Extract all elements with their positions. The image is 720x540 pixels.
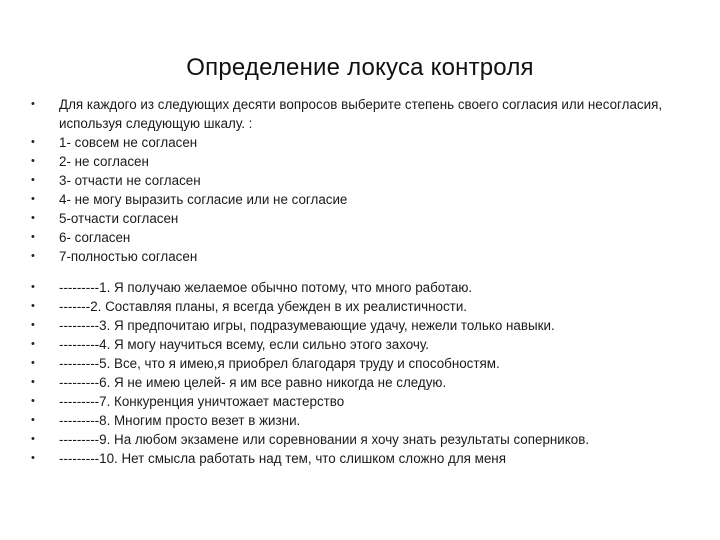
bullet-icon: • <box>31 433 35 445</box>
bullet-icon: • <box>31 98 35 110</box>
list-item <box>26 335 686 354</box>
bullet-icon: • <box>31 319 35 331</box>
intro-list <box>26 95 686 266</box>
scale-option-5: 5-отчасти согласен <box>59 211 179 226</box>
bullet-icon: • <box>31 395 35 407</box>
question-1: ---------1. Я получаю желаемое обычно потому, что много работаю. <box>59 280 473 295</box>
question-5: ---------5. Все, что я имею,я приобрел благодаря труду и способностям. <box>59 356 500 371</box>
question-8: ---------8. Многим просто везет в жизни. <box>59 413 301 428</box>
list-item <box>26 190 686 209</box>
bullet-icon: • <box>31 250 35 262</box>
list-item <box>26 152 686 171</box>
list-item <box>26 354 686 373</box>
bullet-icon: • <box>31 231 35 243</box>
question-3: ---------3. Я предпочитаю игры, подразумевающие удачу, нежели только навыки. <box>59 318 555 333</box>
scale-option-1: 1- совсем не согласен <box>59 135 198 150</box>
bullet-icon: • <box>31 338 35 350</box>
bullet-icon: • <box>31 174 35 186</box>
bullet-icon: • <box>31 376 35 388</box>
list-item <box>26 278 686 297</box>
list-item <box>26 297 686 316</box>
intro-instruction: Для каждого из следующих десяти вопросов выберите степень своего согласия или несогласия, используя следующую шкалу. : <box>59 97 663 131</box>
list-item <box>26 373 686 392</box>
bullet-icon: • <box>31 155 35 167</box>
question-9: ---------9. На любом экзамене или соревновании я хочу знать результаты соперников. <box>59 432 590 447</box>
bullet-icon: • <box>31 357 35 369</box>
bullet-icon: • <box>31 212 35 224</box>
question-7: ---------7. Конкуренция уничтожает мастерство <box>59 394 345 409</box>
list-item <box>26 430 686 449</box>
slide-title: Определение локуса контроля <box>186 54 534 81</box>
list-item <box>26 449 686 468</box>
list-item <box>26 228 686 247</box>
list-item <box>26 209 686 228</box>
list-item <box>26 95 686 133</box>
question-4: ---------4. Я могу научиться всему, если сильно этого захочу. <box>59 337 429 352</box>
question-10: ---------10. Нет смысла работать над тем, что слишком сложно для меня <box>59 451 506 466</box>
scale-option-4: 4- не могу выразить согласие или не согласие <box>59 192 348 207</box>
list-item <box>26 247 686 266</box>
list-item <box>26 133 686 152</box>
scale-option-7: 7-полностью согласен <box>59 249 198 264</box>
scale-option-6: 6- согласен <box>59 230 131 245</box>
question-2: -------2. Составляя планы, я всегда убежден в их реалистичности. <box>59 299 468 314</box>
bullet-icon: • <box>31 193 35 205</box>
list-item <box>26 411 686 430</box>
bullet-icon: • <box>31 414 35 426</box>
bullet-icon: • <box>31 281 35 293</box>
question-6: ---------6. Я не имею целей- я им все равно никогда не следую. <box>59 375 447 390</box>
list-item <box>26 316 686 335</box>
bullet-icon: • <box>31 452 35 464</box>
bullet-icon: • <box>31 300 35 312</box>
list-item <box>26 392 686 411</box>
scale-option-2: 2- не согласен <box>59 154 149 169</box>
list-item <box>26 171 686 190</box>
questions-list <box>26 278 686 468</box>
bullet-icon: • <box>31 136 35 148</box>
scale-option-3: 3- отчасти не согласен <box>59 173 201 188</box>
